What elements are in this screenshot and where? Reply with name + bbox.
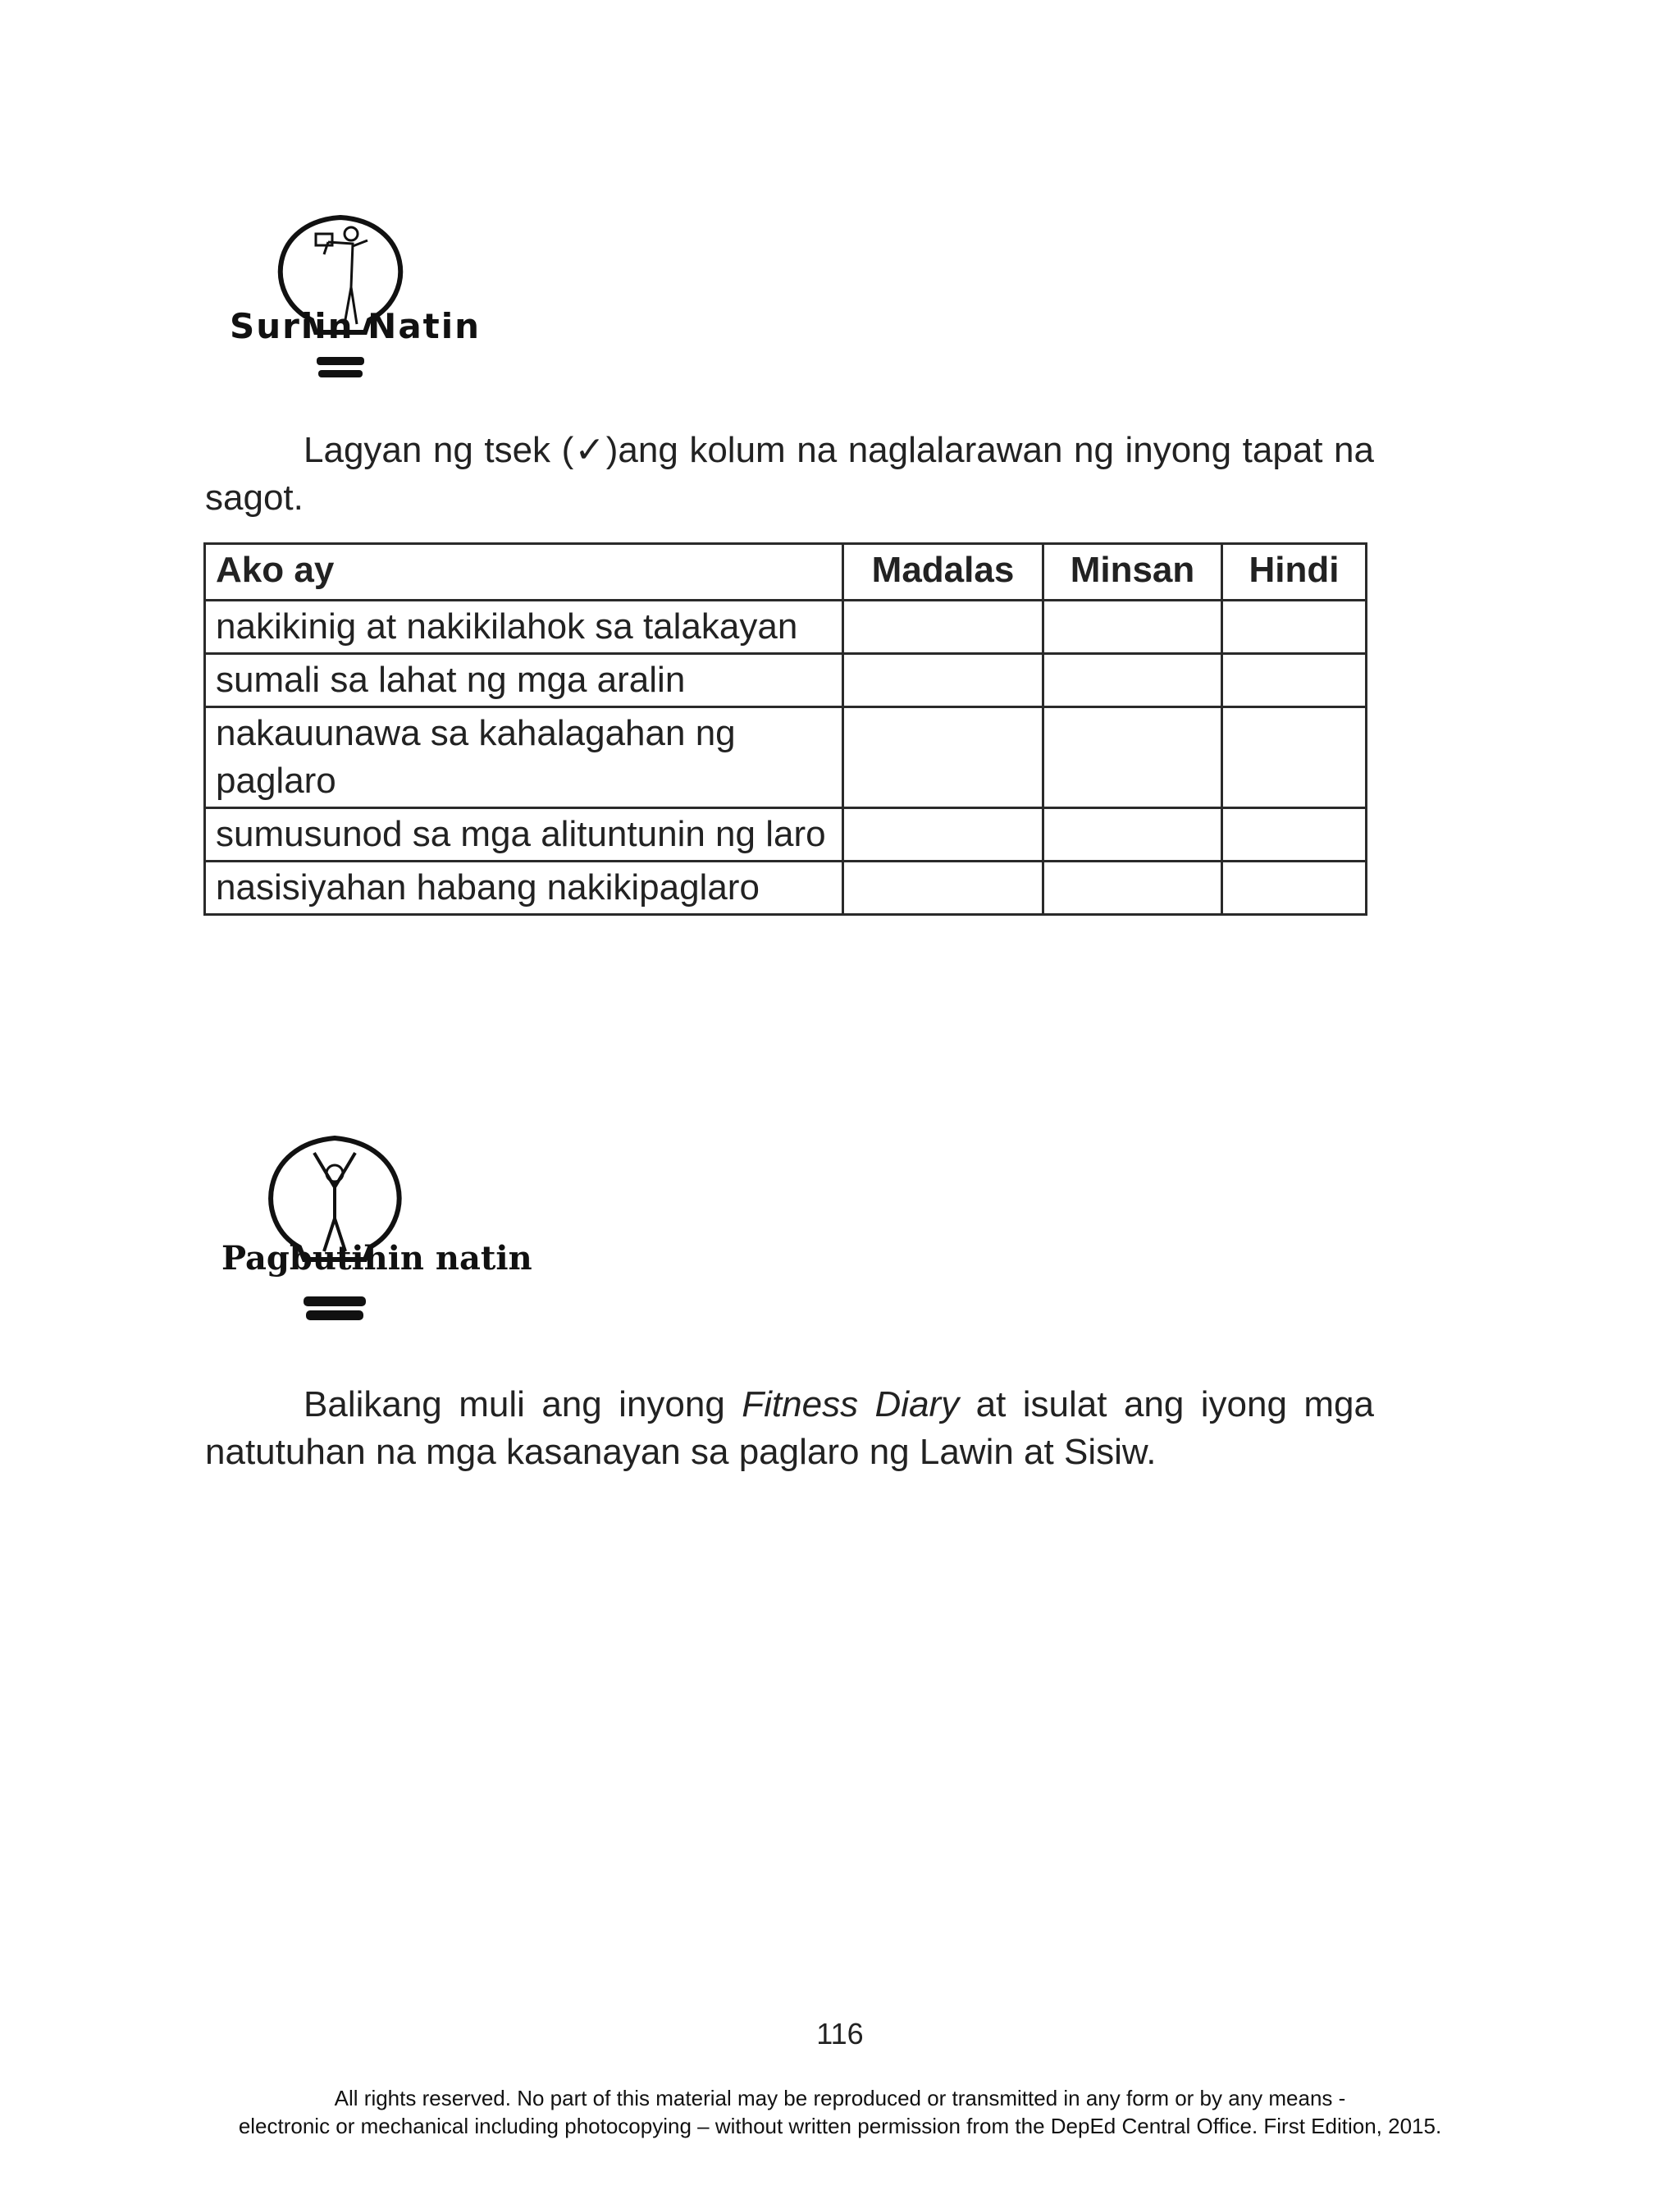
lightbulb-reader-icon (221, 209, 517, 386)
table-row (205, 707, 1367, 808)
table-row (205, 601, 1367, 654)
statement-cell: nakauunawa sa kahalagahan ng paglaro (205, 707, 843, 808)
hindi-checkbox-cell[interactable] (1222, 601, 1367, 654)
minsan-checkbox-cell[interactable] (1043, 808, 1222, 862)
suriin-natin-icon (221, 209, 517, 386)
column-header-hindi: Hindi (1222, 544, 1367, 601)
self-assessment-table (203, 542, 1367, 916)
statement-cell: sumali sa lahat ng mga aralin (205, 654, 843, 707)
hindi-checkbox-cell[interactable] (1222, 862, 1367, 915)
hindi-checkbox-cell[interactable] (1222, 808, 1367, 862)
table-row (205, 808, 1367, 862)
table-header-row (205, 544, 1367, 601)
hindi-checkbox-cell[interactable] (1222, 707, 1367, 808)
column-header-madalas: Madalas (843, 544, 1043, 601)
madalas-checkbox-cell[interactable] (843, 862, 1043, 915)
check-icon: ✓ (573, 430, 606, 470)
section-heading: Pagbutihin natin (221, 1239, 532, 1278)
copyright-footer (0, 2084, 1680, 2140)
madalas-checkbox-cell[interactable] (843, 654, 1043, 707)
page-number: 116 (816, 2017, 864, 2051)
minsan-checkbox-cell[interactable] (1043, 601, 1222, 654)
table-row (205, 862, 1367, 915)
madalas-checkbox-cell[interactable] (843, 707, 1043, 808)
column-header-minsan: Minsan (1043, 544, 1222, 601)
hindi-checkbox-cell[interactable] (1222, 654, 1367, 707)
madalas-checkbox-cell[interactable] (843, 808, 1043, 862)
madalas-checkbox-cell[interactable] (843, 601, 1043, 654)
fitness-diary-paragraph: Balikang muli ang inyong Fitness Diary at isulat ang iyong mga natutuhan na mga kasanayan sa paglaro ng Lawin at Sisiw. (205, 1384, 1375, 1472)
table-row (205, 654, 1367, 707)
statement-cell: nakikinig at nakikilahok sa talakayan (205, 601, 843, 654)
pagbutihin-natin-icon (209, 1128, 587, 1350)
fitness-diary-term: Fitness Diary (742, 1384, 960, 1424)
minsan-checkbox-cell[interactable] (1043, 707, 1222, 808)
minsan-checkbox-cell[interactable] (1043, 862, 1222, 915)
footer-line-2: electronic or mechanical including photocopying – without written permission from the DepEd Central Office. First Edition, 2015. (238, 2114, 1442, 2138)
footer-line-1: All rights reserved. No part of this material may be reproduced or transmitted in any form or by any means - (334, 2086, 1346, 2110)
statement-cell: nasisiyahan habang nakikipaglaro (205, 862, 843, 915)
column-header-ako-ay: Ako ay (205, 544, 843, 601)
statement-cell: sumusunod sa mga alituntunin ng laro (205, 808, 843, 862)
minsan-checkbox-cell[interactable] (1043, 654, 1222, 707)
section-heading: Suriin Natin (230, 306, 482, 346)
instruction-paragraph: Lagyan ng tsek (✓)ang kolum na naglalarawan ng inyong tapat na sagot. (205, 430, 1374, 518)
